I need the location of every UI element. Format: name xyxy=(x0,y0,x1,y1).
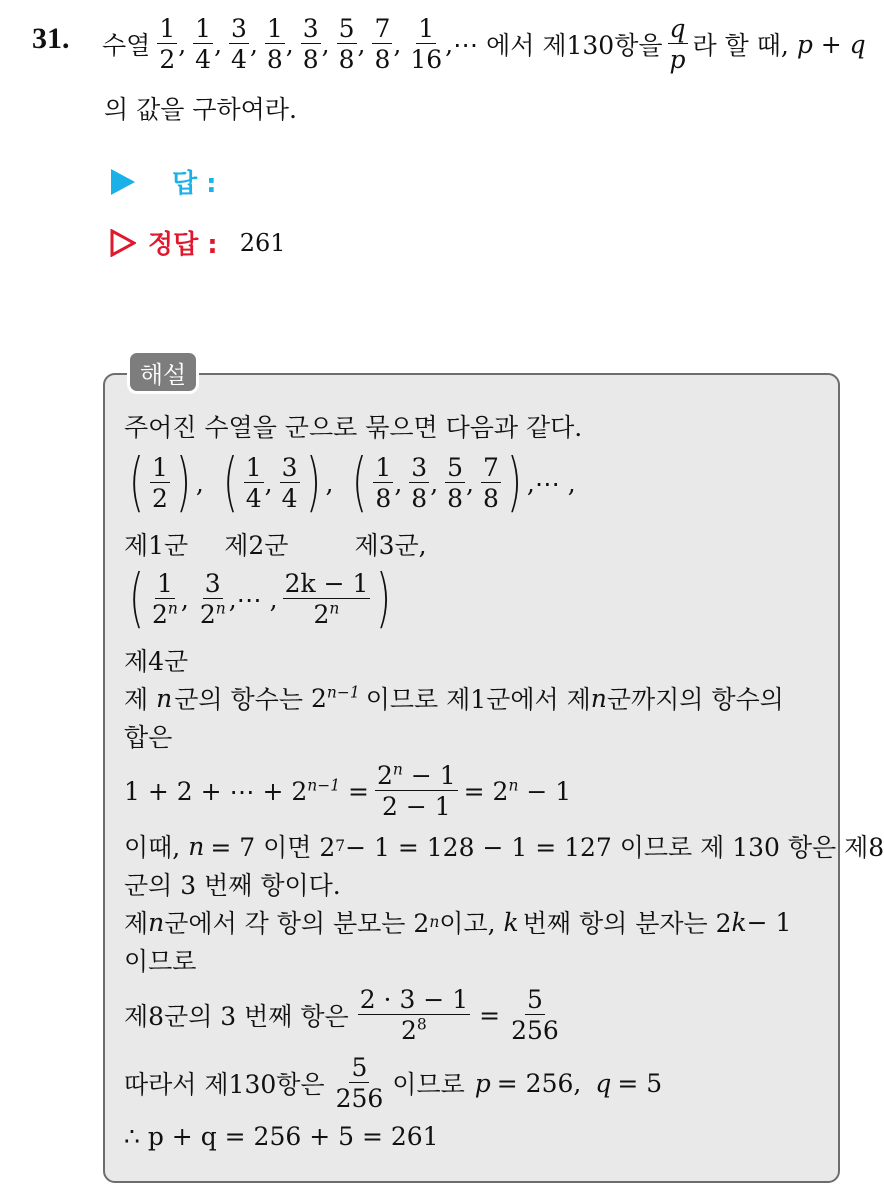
comma: , xyxy=(264,468,273,498)
left-paren: ( xyxy=(128,562,144,636)
answer-fraction: $\frac{5}{256}$ xyxy=(335,1053,384,1113)
grouped-sequence xyxy=(124,446,576,520)
solution-line-13: 따라서 제130항은 $\frac{5}{256}$ 이므로 p = 256, q = 5 xyxy=(124,1053,663,1113)
group-1 xyxy=(149,455,171,511)
comma: , xyxy=(285,29,294,59)
sequence-term-2: $\frac{1}{4}$ xyxy=(195,14,212,74)
solution-line-9: 군의 3 번째 항이다. xyxy=(124,871,341,900)
sequence-term-3: $\frac{3}{4}$ xyxy=(231,14,247,74)
group2-term-1: $\frac{1}{4}$ xyxy=(245,453,262,513)
comma: , xyxy=(430,468,439,498)
sequence-term-5: $\frac{3}{8}$ xyxy=(302,14,319,74)
solution-line-5: 제 n 군의 항수는 $2^{n-1}$ 이므로 제1군에서 제 n 군까지의 항수의 xyxy=(124,683,784,714)
group-2 xyxy=(243,455,301,511)
comma: , xyxy=(357,29,366,59)
problem-tail-text: 라 할 때, xyxy=(692,31,789,60)
sequence-ellipsis: ,⋯ xyxy=(445,29,479,59)
outline-triangle-icon xyxy=(110,229,136,257)
comma: , xyxy=(228,584,237,614)
correct-answer-value: 261 xyxy=(239,228,286,257)
problem-number: 31. xyxy=(32,22,70,55)
sequence-term-7: $\frac{7}{8}$ xyxy=(374,14,391,74)
comma: , xyxy=(466,468,474,498)
correct-answer-row xyxy=(110,224,286,261)
group-label-1: 제1군 xyxy=(124,531,189,560)
solution-tag: 해설 xyxy=(127,350,199,394)
sequence-term-1: $\frac{1}{2}$ xyxy=(159,14,176,74)
sequence-term-8: $\frac{1}{16}$ xyxy=(410,14,443,74)
problem-mid-text: 에서 제130항을 xyxy=(486,31,663,60)
q-over-p: $\frac{q}{p}$ xyxy=(669,14,686,74)
answer-row xyxy=(110,163,217,200)
problem-intro: 수열 xyxy=(102,31,151,60)
group3-term-1: $\frac{1}{8}$ xyxy=(375,453,392,513)
right-paren: ) xyxy=(175,446,191,520)
right-paren: ) xyxy=(305,446,321,520)
group-label-2: 제2군 xyxy=(224,531,289,560)
group3-term-4: $\frac{7}{8}$ xyxy=(483,453,499,513)
gn-term-k: $\frac{2k - 1}{2^n}$ xyxy=(284,569,369,629)
sequence-term-6: $\frac{5}{8}$ xyxy=(338,14,355,74)
comma: , xyxy=(393,29,402,59)
dots: ,⋯ , xyxy=(526,468,576,498)
comma: , xyxy=(321,29,330,59)
solution-line-1: 주어진 수열을 군으로 묶으면 다음과 같다. xyxy=(124,413,583,442)
result-fraction: $\frac{5}{256}$ xyxy=(511,985,559,1045)
solution-line-6: 합은 xyxy=(124,723,173,752)
comma: , xyxy=(214,29,223,59)
play-triangle-icon xyxy=(110,168,136,196)
solution-conclusion: ∴ p + q = 256 + 5 = 261 xyxy=(124,1121,439,1151)
problem-line2: 의 값을 구하여라. xyxy=(104,95,297,124)
group1-term-1: $\frac{1}{2}$ xyxy=(151,453,168,513)
sequence-term-4: $\frac{1}{8}$ xyxy=(266,14,283,74)
sequence xyxy=(156,16,445,72)
problem-statement xyxy=(102,12,866,76)
term-fraction: $\frac{2 \cdot 3 - 1}{2^8}$ xyxy=(359,985,469,1045)
sum-fraction: $\frac{2^n - 1}{2 - 1}$ xyxy=(377,760,456,821)
solution-line-12: 제8군의 3 번째 항은 $\frac{2 \cdot 3 - 1}{2^8}$ = $\frac{5}{256}$ xyxy=(124,985,559,1045)
right-paren: ) xyxy=(506,446,522,520)
comma: , xyxy=(178,29,187,59)
group-4-label: 제4군 xyxy=(124,647,189,676)
comma: , xyxy=(195,468,204,498)
group3-term-2: $\frac{3}{8}$ xyxy=(411,453,428,513)
solution-line-10: 제 n 군에서 각 항의 분모는 2 n 이고, k 번째 항의 분자는 2 k − 1 xyxy=(124,907,792,938)
answer-label: 답 : xyxy=(172,169,217,199)
comma: , xyxy=(325,468,334,498)
group-3 xyxy=(372,455,501,511)
problem-expr: p + q xyxy=(796,29,866,59)
gn-dots: ⋯ , xyxy=(236,584,278,614)
right-paren: ) xyxy=(376,562,392,636)
left-paren: ( xyxy=(128,446,144,520)
comma: , xyxy=(394,468,403,498)
correct-answer-label: 정답 : xyxy=(148,230,218,260)
comma: , xyxy=(249,29,258,59)
group2-term-2: $\frac{3}{4}$ xyxy=(281,453,298,513)
gn-term-1: $\frac{1}{2^n}$ xyxy=(151,569,178,629)
group3-term-3: $\frac{5}{8}$ xyxy=(447,453,464,513)
left-paren: ( xyxy=(352,446,368,520)
comma: , xyxy=(180,584,189,614)
left-paren: ( xyxy=(222,446,238,520)
solution-line-8: 이때, n = 7 이면 2 7 − 1 = 128 − 1 = 127 이므로 제 130 항은 제8 xyxy=(124,831,884,862)
gn-term-2: $\frac{3}{2^n}$ xyxy=(199,569,226,629)
sum-equation: 1 + 2 + ⋯ + $2^{n-1}$ = $\frac{2^n - 1}{2 - 1}$ = $2^n - 1$ xyxy=(124,760,572,821)
group-labels xyxy=(124,526,427,562)
group-label-3: 제3군, xyxy=(354,531,427,560)
general-group xyxy=(124,562,396,636)
solution-line-11: 이므로 xyxy=(124,947,197,976)
